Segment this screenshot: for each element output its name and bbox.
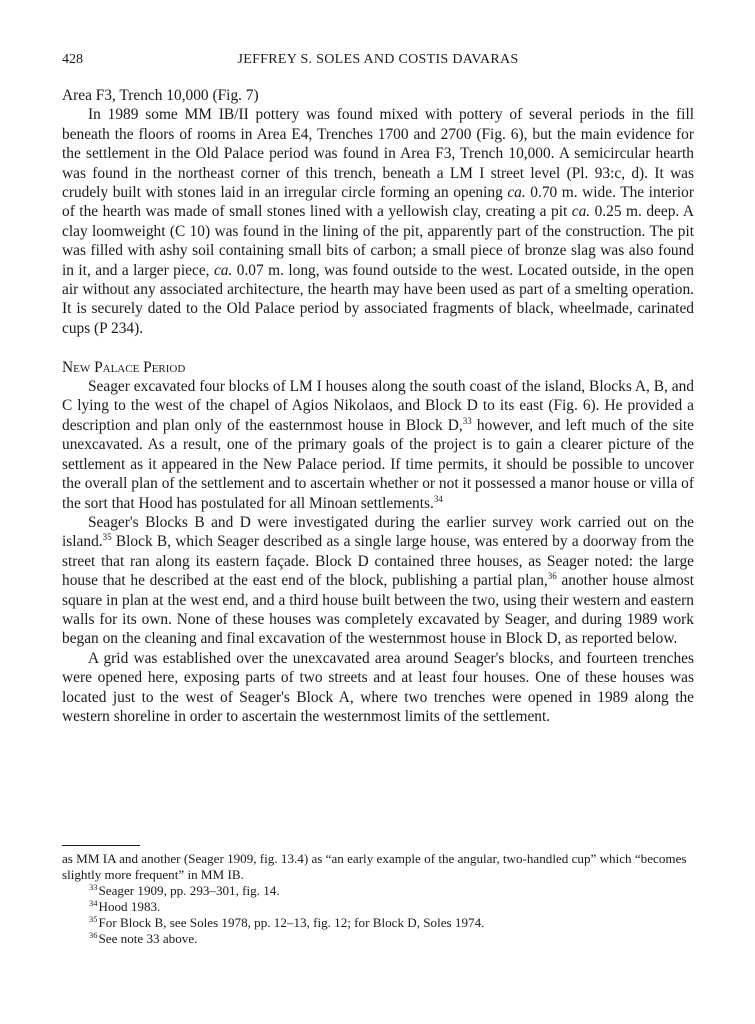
footnote-continued: as MM IA and another (Seager 1909, fig. 13.4) as “an early example of the angular, two-handled cup” which “becomes slightly more frequent” in MM IB. (62, 851, 687, 882)
section-spacer (62, 338, 694, 357)
paragraph-hearth: In 1989 some MM IB/II pottery was found mixed with pottery of several periods in the fill beneath the floors of rooms in Area E4, Trenches 1700 and 2700 (Fig. 6), but the main evidence for the settlement in the Old Palace period was found in Area F3, Trench 10,000. A semicircular hearth was found in the northeast corner of this trench, beneath a LM I street level (Pl. 93:c, d). It was crudely built with stones laid in an irregular circle forming an opening ca. 0.70 m. wide. The interior of the hearth was made of small stones lined with a yellowish clay, creating a pit ca. 0.25 m. deep. A clay loomweight (C 10) was found in the lining of the pit, apparently part of the construction. The pit was filled with ashy soil containing small bits of carbon; a small piece of bronze slag was also found in it, and a larger piece, ca. 0.07 m. long, was found outside to the west. Located outside, in the open air without any associated architecture, the hearth may have been used as part of a smelting operation. It is securely dated to the Old Palace period by associated fragments of black, wheelmade, carinated cups (P 234). (62, 106, 694, 337)
footnotes (62, 851, 694, 947)
footnote-ref-33[interactable]: 33 (462, 415, 472, 426)
footnote-34: $^{34}$Hood 1983. (89, 898, 161, 914)
footnote-35: $^{35}$For Block B, see Soles 1978, pp. 12–13, fig. 12; for Block D, Soles 1974. (89, 914, 485, 930)
main-text (62, 86, 694, 726)
running-head-authors: JEFFREY S. SOLES AND COSTIS DAVARAS (237, 52, 519, 67)
paragraph-grid-trenches: A grid was established over the unexcavated area around Seager's blocks, and fourteen trenches were opened here, exposing parts of two streets and at least four houses. One of these houses was located just to the west of Seager's Block A, where two trenches were opened in 1989 along the western shoreline in order to ascertain the westernmost limits of the settlement. (62, 649, 694, 725)
footnote-ref-35[interactable]: 35 (102, 532, 112, 543)
page-number: 428 (62, 52, 83, 67)
section-heading-new-palace: New Palace Period (62, 358, 186, 376)
footnote-33: $^{33}$Seager 1909, pp. 293–301, fig. 14. (89, 882, 280, 898)
footnote-ref-34[interactable]: 34 (433, 493, 443, 504)
footnote-ref-36[interactable]: 36 (547, 571, 557, 582)
paragraph-blocks-b-d: Seager's Blocks B and D were investigated during the earlier survey work carried out on the island.$^{35}$ Block B, which Seager described as a single large house, was entered by a doorway from the street that ran along its eastern façade. Block D contained three houses, as Seager noted: the large house that he described at the east end of the block, publishing a partial plan,$^{36}$ another house almost square in plan at the west end, and a third house built between the two, using their western and eastern walls for its own. None of these houses was completely excavated by Seager, and during 1989 work began on the cleaning and final excavation of the westernmost house in Block D, as reported below. (62, 513, 694, 648)
footnote-separator (62, 845, 140, 846)
running-head (62, 52, 694, 72)
section-heading-area-f3: Area F3, Trench 10,000 (Fig. 7) (62, 87, 259, 104)
paragraph-seager-blocks: Seager excavated four blocks of LM I houses along the south coast of the island, Blocks A, B, and C lying to the west of the chapel of Agios Nikolaos, and Block D to its east (Fig. 6). He provided a description and plan only of the easternmost house in Block D,$^{33}$ however, and left much of the site unexcavated. As a result, one of the primary goals of the project is to gain a clearer picture of the settlement as it appeared in the New Palace period. If time permits, it should be possible to uncover the overall plan of the settlement and to ascertain whether or not it possessed a manor house or villa of the sort that Hood has postulated for all Minoan settlements.$^{34}$ (62, 378, 694, 512)
footnote-36: $^{36}$See note 33 above. (89, 930, 198, 946)
